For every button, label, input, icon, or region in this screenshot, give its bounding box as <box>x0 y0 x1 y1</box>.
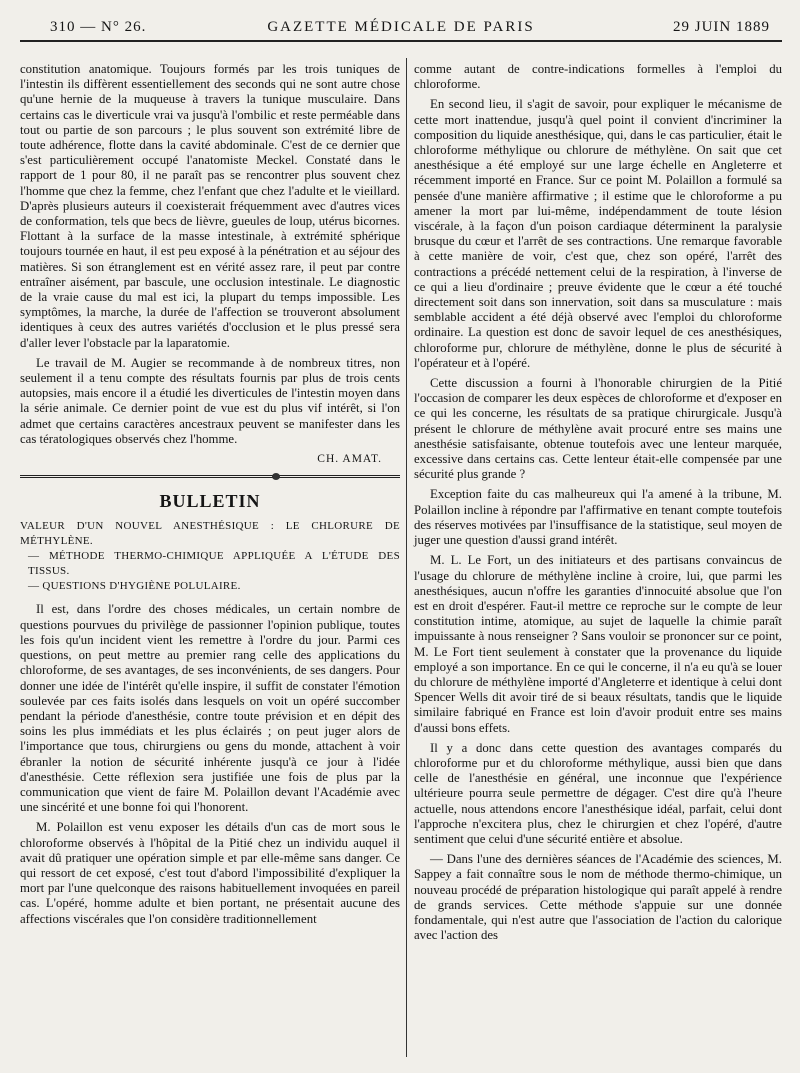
author-signature: CH. AMAT. <box>317 453 382 466</box>
paragraph: Exception faite du cas malheureux qui l'a amené à la tribune, M. Polaillon incline à répondre par l'affirmative en tenant compte toutefois des réserves motivées par l'insuffisance de la statistique, seul moyen de juger une question d'aussi grand intérêt. <box>414 487 782 548</box>
paragraph: En second lieu, il s'agit de savoir, pour expliquer le mécanisme de cette mort inattendue, jusqu'à quel point il convient d'incriminer la composition du liquide anesthésique, qui, dans le cas particulier, était le chloroforme méthylique ou chlorure de méthylène. On sait que cet anesthésique a été employé sur une large échelle en Angleterre et récemment importé en France. Sur ce point M. Polaillon a formulé sa pensée d'une manière affirmative ; il estime que le chloroforme a pu amener la mort par lui-même, indépendamment de toute lésion viscérale, à la façon d'un poison cardiaque déterminent la paralysie brusque du cœur et l'arrêt de ses contractions. Une remarque favorable à cette manière de voir, c'est que, chez son opéré, l'arrêt des contractions a précédé nettement celui de la respiration, à l'inverse de ce qui a lieu d'ordinaire ; preuve évidente que le cœur a été touché directement soit dans son innervation, soit dans sa musculature : mais semblable accident a été déjà observé avec l'emploi du chloroforme ordinaire. La question est donc de savoir lequel de ces anesthésiques, chloroforme pur, chlorure de méthylène, donne le plus de sécurité à l'opérateur et à l'opéré. <box>414 97 782 370</box>
ink-blot <box>272 473 280 480</box>
paragraph: Le travail de M. Augier se recommande à de nombreux titres, non seulement il a tenu compte des résultats fournis par plus de trois cents autopsies, mais encore il a étudié les diverticules de l'intestin moyen dans la série animale. Ce dernier point de vue est du plus vif intérêt, si l'on admet que certains caractères ancestraux peuvent se manifester dans les cas tératologiques observés chez l'homme. <box>20 355 400 446</box>
paragraph: — Dans l'une des dernières séances de l'Académie des sciences, M. Sappey a fait connaître sous le nom de méthode thermo-chimique, un nouveau procédé de préparation histologique qui paraît appelé à rendre de grands services. Cette méthode s'appuie sur une donnée fondamentale, qui n'est autre que l'association de l'action du calorique avec l'action des <box>414 852 782 943</box>
section-summary <box>20 519 400 594</box>
summary-item: — MÉTHODE THERMO-CHIMIQUE APPLIQUÉE A L'ÉTUDE DES TISSUS. <box>28 550 400 578</box>
left-column <box>20 62 400 932</box>
journal-title: GAZETTE MÉDICALE DE PARIS <box>267 19 535 35</box>
paragraph: Il y a donc dans cette question des avantages comparés du chloroforme pur et du chloroforme méthylique, aussi bien que dans celle de l'anesthésie en général, une inconnue que l'expérience ultérieure pourra seule permettre de dégager. C'est dire qu'à l'heure actuelle, nous attendons encore l'anesthésique idéal, parfait, celui dont l'approche n'excitera plus, chez le chirurgien et chez l'opéré, d'autre sentiment que celui d'une sécurité entière et absolue. <box>414 740 782 846</box>
page-header <box>20 14 782 42</box>
summary-item: — QUESTIONS D'HYGIÈNE POLULAIRE. <box>28 580 241 593</box>
paragraph: constitution anatomique. Toujours formés par les trois tuniques de l'intestin ils diffèrent essentiellement des seconds qui ne sont autre chose qu'une hernie de la muqueuse à travers la tunique musculaire. Dans certains cas le diverticule vrai va jusqu'à l'ombilic et reste perméable dans tout ou partie de son parcours ; le plus souvent son extrémité libre de toute adhérence, flotte dans la cavité abdominale. C'est de ce dernier que s'est particulièrement occupé l'anatomiste Meckel. Constaté dans le rapport de 1 pour 80, il ne paraît pas se rencontrer plus souvent chez l'homme que chez la femme, chez l'enfant que chez l'adulte et le vieillard. D'après plusieurs auteurs il coexisterait fréquemment avec d'autres vices de conformation, tels que becs de lièvre, gueules de loup, utérus bicornes. Flottant à la surface de la masse intestinale, à extrémité sphérique toujours tournée en haut, il est peu exposé à la pénétration et au séjour des matières. Si son étranglement est en vérité assez rare, il peut par contre entraîner aisément, par bascule, une occlusion intestinale. Le diagnostic de la vraie cause du mal est ici, la plupart du temps impossible. Les symptômes, la marche, la durée de l'affection se trouveront absolument identiques à ceux des autres variétés d'occlusion et le plus pressé sera d'aller lever l'obstacle par la laparatomie. <box>20 62 400 350</box>
paragraph: comme autant de contre-indications formelles à l'emploi du chloroforme. <box>414 62 782 92</box>
paragraph: Cette discussion a fourni à l'honorable chirurgien de la Pitié l'occasion de comparer les deux espèces de chloroforme et d'exposer en ce qui les concerne, les résultats de sa pratique chirurgicale. Jusqu'à présent le chlorure de méthylène avait procuré entre ses mains une anesthésie satisfaisante, obtenue toutefois avec une lenteur marquée, excessive dans certains cas. Cette lenteur était-elle compensée par une sécurité plus grande ? <box>414 376 782 482</box>
section-separator <box>20 475 400 478</box>
paragraph: M. Polaillon est venu exposer les détails d'un cas de mort sous le chloroforme observés à l'hôpital de la Pitié chez un individu auquel il avait dû pratiquer une opération simple et par elle-même sans danger. Ce qui ressort de cet exposé, c'est tout d'abord l'impossibilité d'expliquer la mort par l'une quelconque des raisons habituellement invoquées en pareil cas. L'opéré, homme adulte et bien portant, ne présentait aucune des affections viscérales que l'on considère traditionnellement <box>20 820 400 926</box>
paragraph: Il est, dans l'ordre des choses médicales, un certain nombre de questions pourvues du privilège de passionner l'opinion publique, toutes les fois qu'un incident vient les remettre à l'ordre du jour. Parmi ces questions, on peut mettre au premier rang celle des applications du chloroforme, de ses avantages, de ses inconvénients, de ses dangers. Pour donner une idée de l'intérêt qu'elle inspire, il suffit de constater l'émotion soulevée par ces faits isolés dans lesquels on voit un opéré succomber pendant la période d'anesthésie, contre toute prévision et en dépit des soins les plus immédiats et les plus éclairés ; on peut juger alors de l'importance que tous, chirurgiens ou gens du monde, attachent à voir ébranler la notion de sécurité inhérente jusqu'à ce jour à l'idée d'anesthésie. Cette réflexion sera justifiée une fois de plus par la communication que vient de faire M. Polaillon devant l'Académie avec une sincérité et une bonne foi qui l'honorent. <box>20 602 400 815</box>
section-heading: BULLETIN <box>159 491 261 512</box>
page-number: 310 — N° 26. <box>50 19 147 35</box>
summary-item: VALEUR D'UN NOUVEL ANESTHÉSIQUE : LE CHLORURE DE MÉTHYLÈNE. <box>20 520 400 548</box>
column-divider <box>406 58 407 1057</box>
paragraph: M. L. Le Fort, un des initiateurs et des partisans convaincus de l'usage du chlorure de méthylène incline à croire, lui, que parmi les anesthésiques, aucun n'offre les garanties d'innocuité absolue que l'on est en droit d'espérer. Faut-il mettre ce reproche sur le compte de leur constitution intime, atomique, au sujet de laquelle la chimie paraît impuissante à nous renseigner ? Sans vouloir se prononcer sur ce point, M. Le Fort tient seulement à constater que la provenance du liquide employé a son importance. En ce qui le concerne, il n'a eu qu'à se louer du chlorure de méthylène importé d'Angleterre et identique à celui dont Spencer Wells dit avoir tiré de si beaux résultats, tandis que le liquide similaire fabriqué en France est loin d'avoir produit entre ses mains d'aussi bons effets. <box>414 553 782 735</box>
right-column <box>414 62 782 948</box>
issue-date: 29 JUIN 1889 <box>673 19 770 35</box>
